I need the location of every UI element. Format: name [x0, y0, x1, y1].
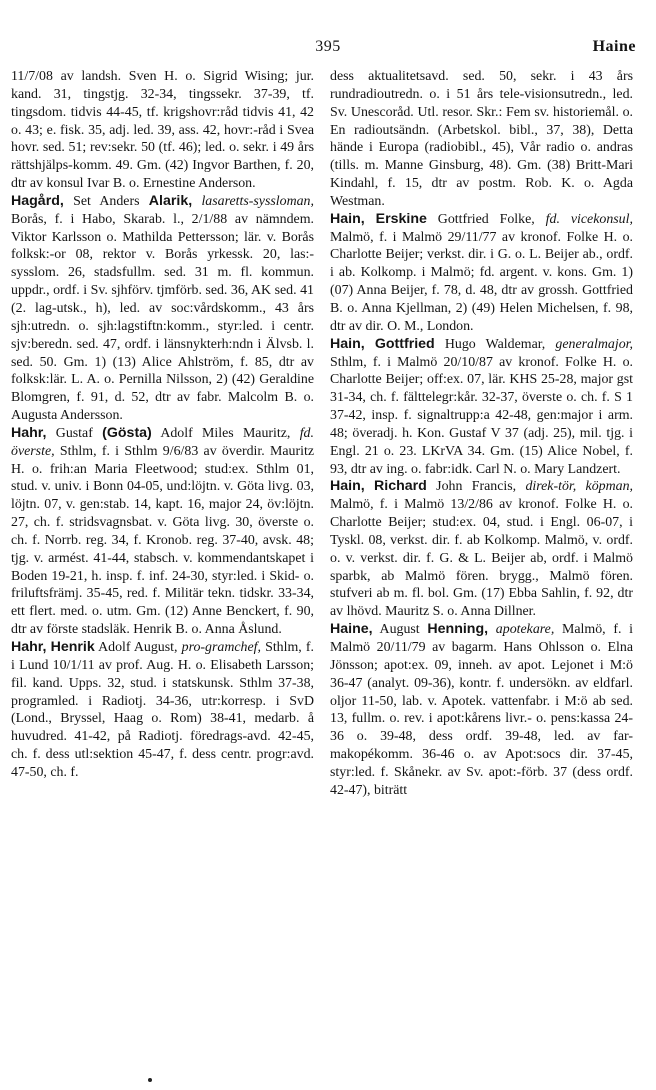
entry-hain-gottfried [330, 336, 633, 479]
entry-given-names: August [379, 622, 420, 638]
entry-title: lasaretts-syssloman, [201, 193, 314, 209]
entry-surname: Hahr, [11, 639, 47, 655]
entry-called-name: (Gösta) [102, 424, 152, 441]
entry-called-name: Alarik, [148, 192, 193, 209]
entry-called-name: Richard [374, 478, 427, 495]
entry-text: Borås, f. i Habo, Skarab. l., 2/1/88 av nämndem. Viktor Karlsson o. Mathilda Pettersson; lär. v. Borås folksk:-or 08, rektor v. Borås yrkessk. 20, las:-sysslom. 26, stadsfullm. sed. 31 m. fl. kommun. uppdr., ordf. i Sv. sjhförv. tjmförb. sed. 36, AK sed. 41 (2. lag-utsk., h), led. av soc:vårdskomm., 43 års sjh:utredn. o. sjh:lagstiftn:komm., styr:led. i centr. sjv:beredn. sed. 47, ordf. i länsnykterh:ndn i Älvsb. l. sed. 50. Gm. 1) (13) Alice Ahlström, f. 85, dtr av folksk:lär. L. A. o. Pernilla Nilsson, 2) (42) Geraldine Blomgren, f. 91, d. 52, dtr av fabr. Malcolm B. o. Augusta Andersson. [11, 211, 314, 424]
entry-hain-richard [330, 478, 633, 621]
entry-given-names: Set Anders [73, 193, 140, 209]
entry-given-names-post: John Francis, [436, 479, 517, 495]
stray-dot-mark [148, 1078, 152, 1082]
entry-text: 11/7/08 av landsh. Sven H. o. Sigrid Wising; jur. kand. 31, tingstjg. 32-34, tingssekr. 37-39, tf. tingsdom. tidvis 44-45, tf. krigshovr:råd tidvis 41, 42 o. 43; e. fisk. 35, adj. led. 39, ass. 42, hovr:-råd i Svea hovr. sed. 51; rev:sekr. 50 (tf. 46); led. o. sekr. i 49 års rättshjälps-komm. 49. Gm. (42) Ingvor Barthen, f. 20, dtr av konsul Ivar B. o. Ernestine Anderson. [11, 69, 314, 192]
page-number: 395 [315, 38, 341, 55]
entry-text: Malmö, f. i Malmö 13/2/86 av kronof. Folke H. o. Charlotte Beijer; stud:ex. 04, stud. i Engl. 06-07, i Tyskl. 08, verkst. dir. f. ab Kolkomp. Malmö, v. ordf. o. v. verkst. dir. f. G. & L. Beijer ab, ordf. i Malmö sparbk, ab Malmö fören. brygg., Malmö fören. stufveri ab m. fl. bol. Gm. (17) Ebba Sahlin, f. 92, dtr av lhövd. Mauritz S. o. Anna Dillner. [330, 497, 633, 620]
entry-given-names-post: Adolf August, [98, 640, 178, 655]
entry-text: Sthlm, f. i Malmö 20/10/87 av kronof. Folke H. o. Charlotte Beijer; off:ex. 07, lär. KHS 25-28, major gst 31-34, ch. f. fälttelegr:kår. 32-37, överste o. ch. f. S 1 37-42, insp. f. signaltrupp:a 42-48, gen:major i arm. 48; överadj. h. Kon. Gustaf V 37 (adj. 25), mil. tjg. i Engl. 21 o. 23. LKrVA 34. Gm. (15) Alice Nobel, f. 93, dtr av ing. o. fabr:idk. Carl N. o. Mary Landzert. [330, 354, 633, 477]
entry-surname: Hain, [330, 210, 365, 227]
left-column [11, 68, 314, 782]
entry-called-name: Erskine [375, 210, 427, 227]
entry-surname: Hagård, [11, 192, 64, 209]
entry-surname: Hain, [330, 335, 365, 352]
entry-title: pro-gramchef, [181, 640, 261, 655]
entry-text: Sthlm, f. i Lund 10/1/11 av prof. Aug. H. o. Elisabeth Larsson; fil. kand. Upps. 32, stud. i statskunsk. Sthlm 37-38, programled. i Radiotj. 34-36, utr:korresp. i SvD (Lond., Bryssel, Haag o. Rom) 38-41, medarb. å huvudred. 41-42, på Radiotj. föredrags-avd. 42-45, ch. f. dess utl:sektion 45-47, f. dess centr. progr:avd. 47-50, ch. f. [11, 640, 314, 780]
entry-called-name: Henrik [50, 639, 95, 655]
entry-text: dess aktualitetsavd. sed. 50, sekr. i 43 års rundradioutredn. o. i 51 års tele-visionsutredn., led. Sv. Unescoråd. Utl. resor. Skr.: Fem sv. historiemål. o. En radioutsändn. (Arbetskol. bibl., 37, 38), Detta hände i Europa (radiobibl., 45), Vår radio o. andras (tills. m. Manne Ginsburg, 48). Gm. (38) Britt-Mari Kindahl, f. 15, dtr av postm. Rob. K. o. Agda Westman. [330, 69, 633, 209]
running-head: Haine [592, 38, 636, 55]
entry-called-name: Gottfried [374, 335, 435, 352]
entry-continuation [330, 68, 633, 211]
entry-haine-henning [330, 621, 633, 799]
entry-surname: Hahr, [11, 424, 47, 441]
entry-title: generalmajor, [555, 336, 633, 352]
entry-text: Sthlm, f. i Sthlm 9/6/83 av överdir. Mauritz H. o. frih:an Maria Fleetwood; stud:ex. Sthlm 01, stud. v. univ. i Bonn 04-05, und:löjtn. v. Göta livg. 03, löjtn. 07, v. gen:stab. 14, kapt. 16, major 24, öv:löjtn. 27, ch. f. stridsvagnsbat. v. Göta livg. 30, överste o. ch. f. Norrb. reg. 34, f. Kronob. reg. 37-40, avsk. 48; tjg. v. armést. 41-44, stabsch. v. kommendantskapet i Boden 19-21, h. insp. f. inf. 24-30, styr:led. i Skid- o. friluftsfrämj. 35-45, red. f. Militär tekn. tidskr. 33-34, ett flert. med. o. utm. Gm. (12) Anne Benckert, f. 90, dtr av förste stadsläk. Henrik B. o. Anna Åslund. [11, 443, 314, 638]
entry-hahr-gosta [11, 425, 314, 639]
entry-surname: Haine, [330, 621, 373, 638]
entry-surname: Hain, [330, 478, 365, 495]
entry-given-names-post: Hugo Waldemar, [444, 336, 546, 352]
entry-title: apotekare, [495, 622, 555, 638]
entry-given-names-post: Gottfried Folke, [437, 211, 535, 227]
entry-text: Malmö, f. i Malmö 29/11/77 av kronof. Folke H. o. Charlotte Beijer; verkst. dir. i G. o. L. Beijer ab., ordf. i ab. Kolkomp. i Malmö; fd. argent. v. kons. Gm. 1) (07) Anna Beijer, f. 78, d. 48, dtr av grossh. Gottfried B. o. Anna Kjellman, 2) (49) Helen Michelsen, f. 98, dtr av dir. O. M., London. [330, 229, 633, 334]
entry-hagard-alarik [11, 193, 314, 425]
entry-title: direk-tör, köpman, [525, 479, 633, 495]
entry-called-name: Henning, [427, 621, 489, 638]
entry-title: fd. överste, [11, 425, 314, 459]
entry-hahr-henrik [11, 639, 314, 782]
entry-title: fd. vicekonsul, [545, 211, 633, 227]
entry-continuation [11, 68, 314, 193]
right-column [330, 68, 633, 800]
entry-hain-erskine [330, 211, 633, 336]
page-header [0, 38, 656, 62]
entry-given-names: Gustaf [55, 425, 93, 441]
entry-given-names-post: Adolf Miles Mauritz, [160, 425, 291, 441]
entry-text: Malmö, f. i Malmö 20/11/79 av bagarm. Hans Ohlsson o. Elna Jönsson; apot:ex. 09, inneh. av apot. Lejonet i M:ö 36-47 (analyt. 09-36), kontr. f. undersökn. av eldfarl. oljor 11-50, lab. v. Apotek. vattenfabr. i M:ö ab sed. 13, fullm. o. rev. i apot:kårens livr.- o. pens:kassa 24-36 o. 39-48, dess ordf. 39-48, led. av far-makopékomm. 36-46 o. av Apot:socs dir. 37-45, styr:led. f. Skånekr. av Sv. apot:-förb. 37 (dess ordf. 42-47), biträtt [330, 622, 633, 798]
